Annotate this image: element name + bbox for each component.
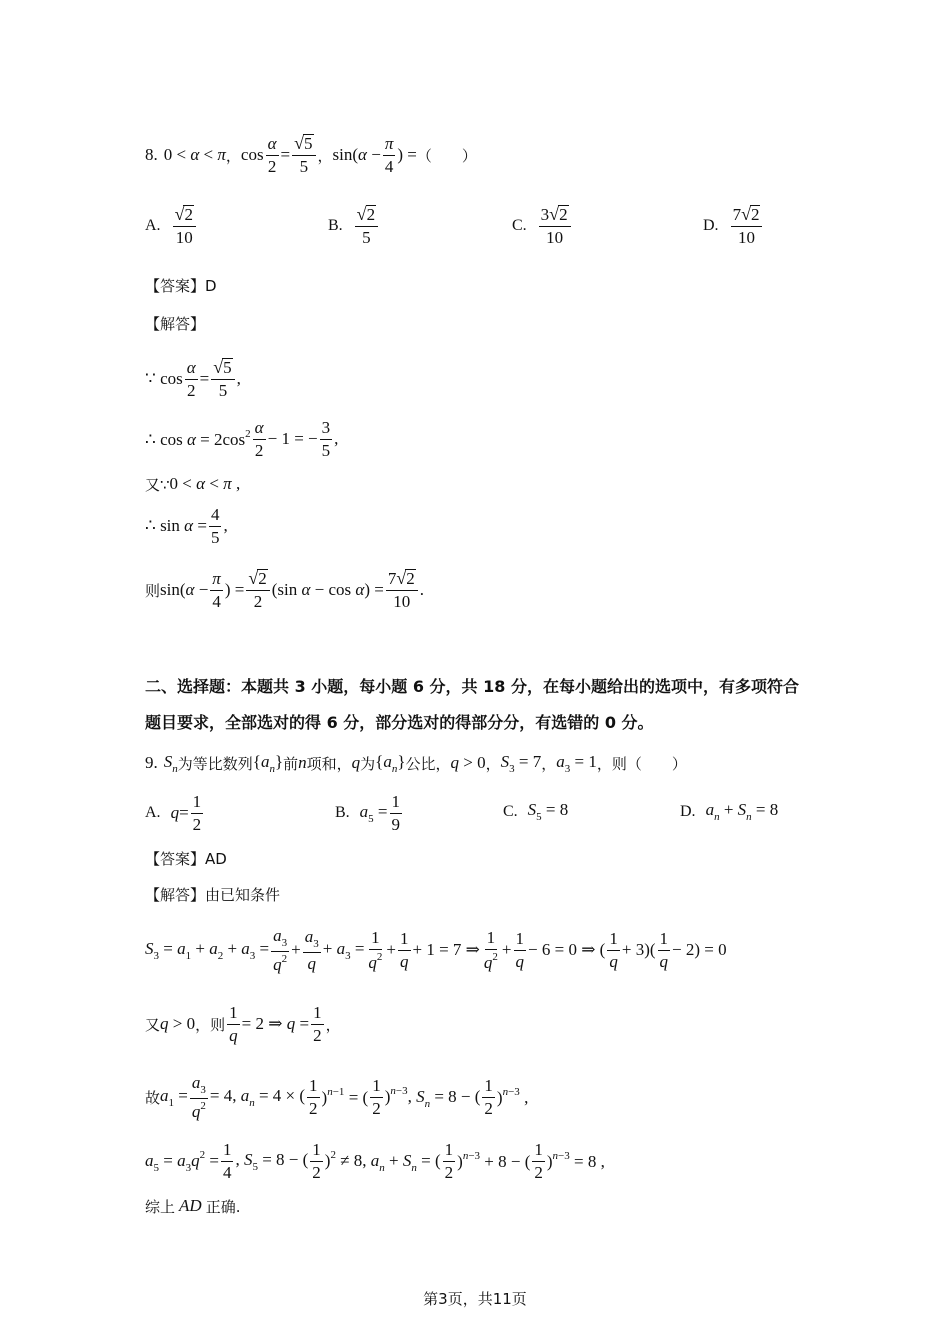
q8-option-b[interactable]: B. √ 2 5 <box>328 205 380 247</box>
q8-solution-label: 【解答】 <box>145 315 206 333</box>
q8-solution-line-5: 则 sin(α − $\frac{\pi}{4}$ ) = √ 2 2 (sin α − cos α) = 7 √ 2 10 . <box>145 567 424 611</box>
q8-solution-line-4: ∴ sin α = $\frac{4}{5}$ , <box>145 504 228 547</box>
q9-solution-label: 【解答】由已知条件 <box>145 886 281 904</box>
q9-solution-line-3: 故 $a_1$ = $\frac{a_3}{q^2}$ = 4, $a_n = 4$ × ( $\frac{1}{2}$ )$^{n-1}$ = ( $\frac{1}{2}$ )$^{n-3}$, $S_n = 8$ − ( $\frac{1}{2}$ )$^{n-3}$ , <box>145 1072 529 1121</box>
q9-option-d[interactable]: D. $a_n + S_n = 8$ <box>680 800 779 823</box>
q9-option-b[interactable]: B. $a_5$ = $\frac{1}{9}$ <box>335 792 401 834</box>
q8-option-c[interactable]: C. 3 √ 2 10 <box>512 205 573 247</box>
q9-number: 9. <box>145 753 158 772</box>
q8-stem-tail: （ ） <box>416 146 477 165</box>
q9-conclusion: 综上 AD 正确. <box>145 1196 241 1216</box>
section2-heading-line-2: 题目要求，全部选对的得 6 分，部分选对的得部分分，有选错的 0 分。 <box>145 713 654 732</box>
q8-solution-line-1: ∵ cos $\frac{\alpha}{2}$ = √ 5 5 , <box>145 356 241 400</box>
q9-answer: 【答案】AD <box>145 850 227 868</box>
q8-number: 8. <box>145 145 158 164</box>
q8-answer: 【答案】D <box>145 277 217 295</box>
q9-stem: 9. $S_n$ 为等比数列 $\{a_n\}$ 前 n 项和， q 为 $\{a_n\}$ 公比， q > 0 ， $S_3 = 7$ ， $a_3 = 1$ ，则（ ） <box>145 751 687 775</box>
q8-solution-line-2: ∴ $\cos \alpha = 2\cos^2$ $\frac{\alpha}{2}$ − 1 = − $\frac{3}{5}$ , <box>145 417 339 460</box>
q8-option-d[interactable]: D. 7 √ 2 10 <box>703 205 764 247</box>
q9-option-a[interactable]: A. q = $\frac{1}{2}$ <box>145 792 202 834</box>
q9-solution-line-2: 又 q > 0 ，则 $\frac{1}{q}$ = 2 ⇒ q = $\frac{1}{2}$ ， <box>145 1002 341 1045</box>
page-footer: 第3页，共11页 <box>423 1290 527 1308</box>
q9-option-c[interactable]: C. $S_5 = 8$ <box>503 800 569 823</box>
q9-solution-line-4: $a_5 = a_3q^2$ = $\frac{1}{4}$ , $S_5 = 8$ − ( $\frac{1}{2}$ )$^2$ ≠ 8, $a_n + S_n$ = ( $\frac{1}{2}$ )$^{n-3}$ + 8 − ( $\frac{1}{2}$ )$^{n-3}$ = 8 , <box>145 1139 605 1182</box>
q8-solution-line-3: 又∵ 0 < α < π , <box>145 474 241 494</box>
q8-stem: 8. 0 < α < π ， cos $\frac{\alpha}{2}$ = √ 5 5 ， sin(α − $\frac{\pi}{4}$ ) = （ ） <box>145 132 477 176</box>
q8-option-a[interactable]: A. √ 2 10 <box>145 205 198 247</box>
q9-solution-line-1: $S_3 = a_1 + a_2 + a_3$ = $\frac{a_3}{q^2}$ + $\frac{a_3}{q}$ + $a_3$ = $\frac{1}{q^2}$ + $\frac{1}{q}$ + 1 = 7 ⇒ $\frac{1}{q^2}$ + $\frac{1}{q}$ − 6 = 0 ⇒ ( $\frac{1}{q}$ + 3)( $\frac{1}{q}$ − 2) = 0 <box>145 925 727 974</box>
section2-heading-line-1: 二、选择题：本题共 3 小题，每小题 6 分，共 18 分，在每小题给出的选项中，有多项符合 <box>145 677 799 696</box>
